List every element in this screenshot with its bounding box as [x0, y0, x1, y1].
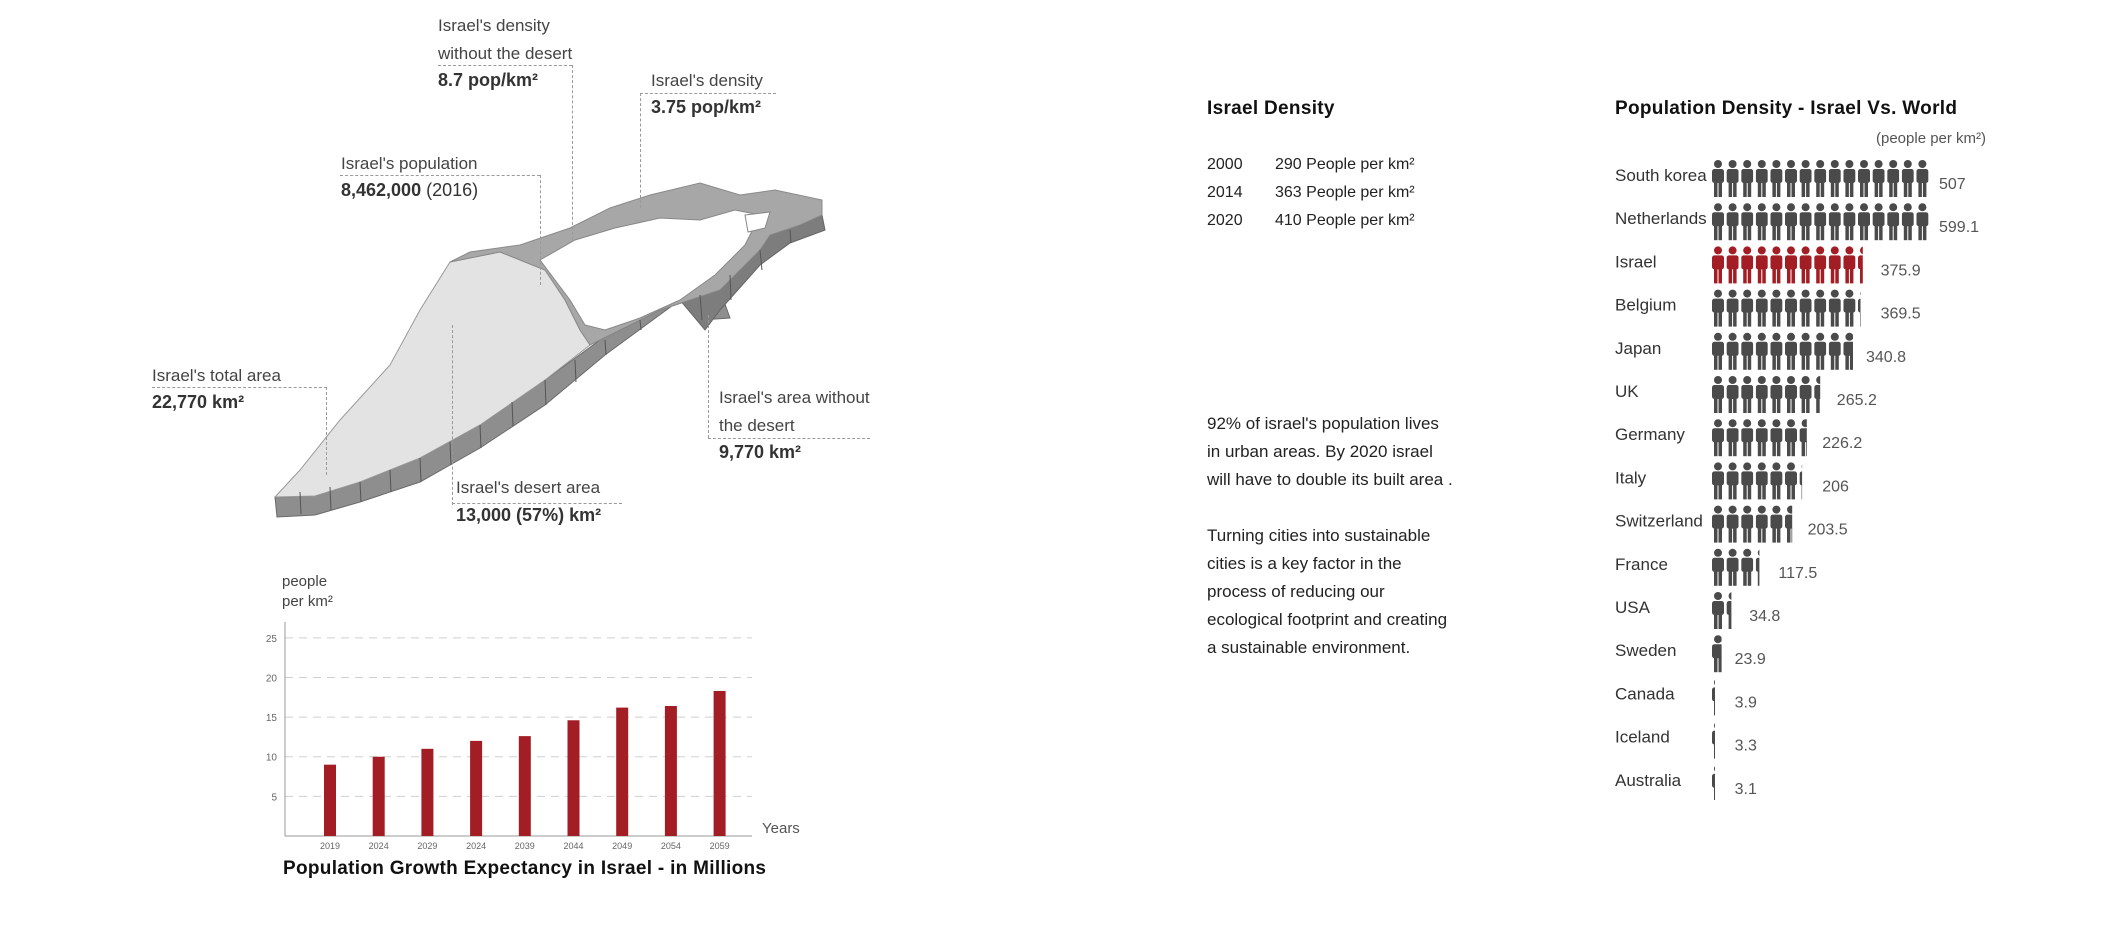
pictogram-row — [1615, 635, 1766, 672]
person-icon — [1712, 592, 1724, 629]
x-tick-label: 2024 — [368, 841, 389, 851]
person-icon — [1727, 246, 1739, 283]
person-icon — [1756, 290, 1768, 327]
value-label: 226.2 — [1822, 435, 1863, 453]
pictogram-row — [1615, 506, 1848, 543]
person-icon — [1712, 722, 1724, 759]
person-icon — [1727, 160, 1739, 197]
person-icon — [1887, 160, 1899, 197]
value-label: 507 — [1939, 176, 1966, 193]
person-icon — [1858, 246, 1870, 283]
person-icon — [1770, 506, 1782, 543]
bar — [421, 749, 433, 836]
urban-note — [1207, 410, 1453, 662]
israel-density-row: 2020 410 People per km² — [1207, 212, 1415, 229]
density-value: 3.75 pop/km² — [651, 97, 762, 117]
person-icon — [1756, 419, 1768, 456]
density-without-desert-value: 8.7 pop/km² — [438, 70, 539, 90]
person-icon — [1814, 333, 1826, 370]
person-icon — [1756, 203, 1768, 240]
person-icon — [1858, 203, 1870, 240]
value-label: 34.8 — [1749, 608, 1781, 625]
x-tick-label: 2059 — [709, 841, 730, 851]
person-icon — [1800, 333, 1812, 370]
x-tick-label: 2044 — [563, 841, 584, 851]
population-label: Israel's population — [341, 154, 478, 173]
person-icon — [1712, 333, 1724, 370]
country-label: Netherlands — [1615, 209, 1707, 229]
country-label: Switzerland — [1615, 511, 1703, 531]
pictogram-row — [1615, 592, 1780, 629]
person-icon — [1814, 376, 1826, 413]
person-icon — [1756, 333, 1768, 370]
person-icon — [1785, 376, 1797, 413]
person-icon — [1756, 246, 1768, 283]
person-icon — [1902, 160, 1914, 197]
person-icon — [1800, 462, 1812, 499]
person-icon — [1770, 376, 1782, 413]
person-icon — [1712, 678, 1724, 715]
person-icon — [1800, 290, 1812, 327]
population-value: 8,462,000 (2016) — [341, 180, 479, 200]
value-label: 369.5 — [1880, 305, 1921, 323]
bar — [616, 708, 628, 836]
bar — [714, 691, 726, 836]
pictogram-row — [1615, 376, 1877, 413]
person-icon — [1829, 333, 1841, 370]
person-icon — [1741, 462, 1753, 499]
person-icon — [1727, 290, 1739, 327]
person-icon — [1712, 376, 1724, 413]
person-icon — [1756, 376, 1768, 413]
person-icon — [1829, 160, 1841, 197]
bar-chart-title: Population Growth Expectancy in Israel - in Millions — [283, 858, 767, 879]
y-tick-label: 20 — [265, 673, 277, 685]
person-icon — [1727, 592, 1739, 629]
pictogram-chart-title: Population Density - Israel Vs. World — [1615, 98, 1958, 119]
person-icon — [1785, 203, 1797, 240]
person-icon — [1902, 203, 1914, 240]
pictogram-row — [1615, 462, 1849, 499]
person-icon — [1741, 290, 1753, 327]
pictogram-row — [1615, 333, 1906, 370]
area-without-desert-label-1: Israel's area without — [719, 388, 870, 407]
value-label: 3.9 — [1734, 694, 1757, 712]
person-icon — [1873, 160, 1885, 197]
person-icon — [1858, 290, 1870, 327]
person-icon — [1843, 203, 1855, 240]
desert-area-value: 13,000 (57%) km² — [456, 505, 602, 525]
person-icon — [1814, 246, 1826, 283]
country-label: Canada — [1615, 684, 1675, 704]
country-label: Israel — [1615, 252, 1657, 272]
value-label: 117.5 — [1778, 564, 1818, 582]
value-label: 375.9 — [1880, 262, 1921, 280]
note-line: 92% of israel's population lives — [1207, 414, 1439, 433]
bar — [665, 706, 677, 836]
person-icon — [1741, 506, 1753, 543]
pictogram-row — [1615, 678, 1757, 715]
bar-chart-ylabel-2: per km² — [282, 593, 333, 610]
person-icon — [1741, 333, 1753, 370]
country-label: USA — [1615, 598, 1650, 617]
person-icon — [1756, 506, 1768, 543]
country-label: Germany — [1615, 425, 1685, 445]
person-icon — [1727, 333, 1739, 370]
person-icon — [1843, 333, 1855, 370]
person-icon — [1800, 246, 1812, 283]
person-icon — [1829, 203, 1841, 240]
note-line: Turning cities into sustainable — [1207, 526, 1431, 545]
country-label: Italy — [1615, 468, 1647, 488]
pictogram-row — [1615, 549, 1817, 586]
person-icon — [1727, 203, 1739, 240]
person-icon — [1800, 376, 1812, 413]
person-icon — [1756, 549, 1768, 586]
country-label: Australia — [1615, 770, 1682, 790]
x-tick-label: 2054 — [660, 841, 681, 851]
person-icon — [1712, 462, 1724, 499]
note-line: cities is a key factor in the — [1207, 554, 1402, 573]
value-label: 206 — [1822, 478, 1849, 496]
person-icon — [1756, 160, 1768, 197]
pictogram-row — [1615, 765, 1757, 800]
x-tick-label: 2024 — [466, 841, 487, 851]
person-icon — [1712, 635, 1724, 672]
country-label: Japan — [1615, 338, 1662, 358]
pictogram-row — [1615, 419, 1862, 456]
person-icon — [1814, 203, 1826, 240]
person-icon — [1727, 462, 1739, 499]
person-icon — [1712, 765, 1724, 800]
area-without-desert-label-2: the desert — [719, 416, 795, 435]
pictogram-row — [1615, 290, 1921, 327]
value-label: 599.1 — [1939, 219, 1980, 237]
person-icon — [1741, 419, 1753, 456]
person-icon — [1800, 419, 1812, 456]
country-label: Belgium — [1615, 295, 1677, 315]
person-icon — [1770, 246, 1782, 283]
person-icon — [1741, 246, 1753, 283]
person-icon — [1727, 549, 1739, 586]
density-label: Israel's density — [651, 71, 763, 90]
person-icon — [1785, 160, 1797, 197]
country-label: Sweden — [1615, 641, 1677, 661]
person-icon — [1727, 506, 1739, 543]
person-icon — [1712, 549, 1724, 586]
person-icon — [1712, 419, 1724, 456]
value-label: 265.2 — [1836, 392, 1877, 409]
value-label: 203.5 — [1807, 521, 1848, 539]
person-icon — [1916, 203, 1928, 240]
area-without-desert-value: 9,770 km² — [719, 442, 802, 462]
person-icon — [1741, 376, 1753, 413]
bar — [470, 741, 482, 836]
pictogram-row — [1615, 722, 1757, 759]
population-growth-bar-chart — [0, 0, 900, 900]
person-icon — [1727, 376, 1739, 413]
pictogram-row — [1615, 203, 1979, 240]
israel-density-row: 2000 290 People per km² — [1207, 156, 1415, 173]
person-icon — [1785, 333, 1797, 370]
person-icon — [1858, 160, 1870, 197]
person-icon — [1916, 160, 1928, 197]
note-line: in urban areas. By 2020 israel — [1207, 442, 1433, 461]
bar-chart-ylabel-1: people — [282, 573, 328, 590]
note-line: ecological footprint and creating — [1207, 610, 1448, 629]
bar — [568, 720, 580, 836]
x-axis-label: Years — [762, 820, 800, 837]
pictogram-chart-unit: (people per km²) — [1876, 130, 1987, 147]
density-pictogram-chart — [1600, 140, 2020, 800]
note-line: will have to double its built area . — [1207, 470, 1453, 489]
person-icon — [1873, 203, 1885, 240]
country-label: France — [1615, 554, 1668, 574]
value-label: 340.8 — [1866, 348, 1907, 366]
bar — [324, 765, 336, 836]
person-icon — [1829, 246, 1841, 283]
x-tick-label: 2049 — [612, 841, 633, 851]
person-icon — [1785, 246, 1797, 283]
density-without-desert-label-2: without the desert — [438, 44, 573, 63]
total-area-value: 22,770 km² — [152, 392, 245, 412]
person-icon — [1814, 160, 1826, 197]
pictogram-row — [1615, 246, 1921, 283]
person-icon — [1770, 290, 1782, 327]
person-icon — [1800, 203, 1812, 240]
desert-area-label: Israel's desert area — [456, 478, 601, 497]
person-icon — [1887, 203, 1899, 240]
person-icon — [1785, 419, 1797, 456]
bar — [373, 757, 385, 836]
y-tick-label: 5 — [271, 792, 277, 804]
pictogram-row — [1615, 160, 1966, 197]
value-label: 23.9 — [1734, 651, 1766, 669]
y-tick-label: 25 — [265, 633, 277, 645]
note-line: a sustainable environment. — [1207, 638, 1411, 657]
country-label: South korea — [1615, 166, 1707, 185]
person-icon — [1741, 203, 1753, 240]
person-icon — [1814, 290, 1826, 327]
person-icon — [1770, 462, 1782, 499]
bar — [519, 736, 531, 836]
person-icon — [1727, 419, 1739, 456]
value-label: 3.3 — [1734, 737, 1757, 755]
person-icon — [1800, 160, 1812, 197]
person-icon — [1741, 549, 1753, 586]
country-label: UK — [1615, 382, 1639, 401]
person-icon — [1770, 333, 1782, 370]
y-tick-label: 15 — [265, 713, 277, 725]
israel-density-title: Israel Density — [1207, 98, 1335, 119]
x-tick-label: 2029 — [417, 841, 438, 851]
person-icon — [1741, 160, 1753, 197]
person-icon — [1843, 290, 1855, 327]
person-icon — [1785, 290, 1797, 327]
total-area-label: Israel's total area — [152, 366, 281, 385]
person-icon — [1712, 506, 1724, 543]
person-icon — [1712, 290, 1724, 327]
density-without-desert-label-1: Israel's density — [438, 16, 550, 35]
person-icon — [1770, 160, 1782, 197]
x-tick-label: 2019 — [319, 841, 341, 851]
note-line: process of reducing our — [1207, 582, 1385, 601]
person-icon — [1712, 160, 1724, 197]
person-icon — [1770, 419, 1782, 456]
israel-density-row: 2014 363 People per km² — [1207, 184, 1415, 201]
person-icon — [1843, 160, 1855, 197]
y-tick-label: 10 — [265, 752, 277, 764]
person-icon — [1756, 462, 1768, 499]
person-icon — [1829, 290, 1841, 327]
person-icon — [1770, 203, 1782, 240]
person-icon — [1785, 506, 1797, 543]
country-label: Iceland — [1615, 727, 1670, 747]
x-tick-label: 2039 — [514, 841, 535, 851]
person-icon — [1712, 203, 1724, 240]
person-icon — [1712, 246, 1724, 283]
value-label: 3.1 — [1734, 780, 1757, 798]
person-icon — [1843, 246, 1855, 283]
person-icon — [1785, 462, 1797, 499]
